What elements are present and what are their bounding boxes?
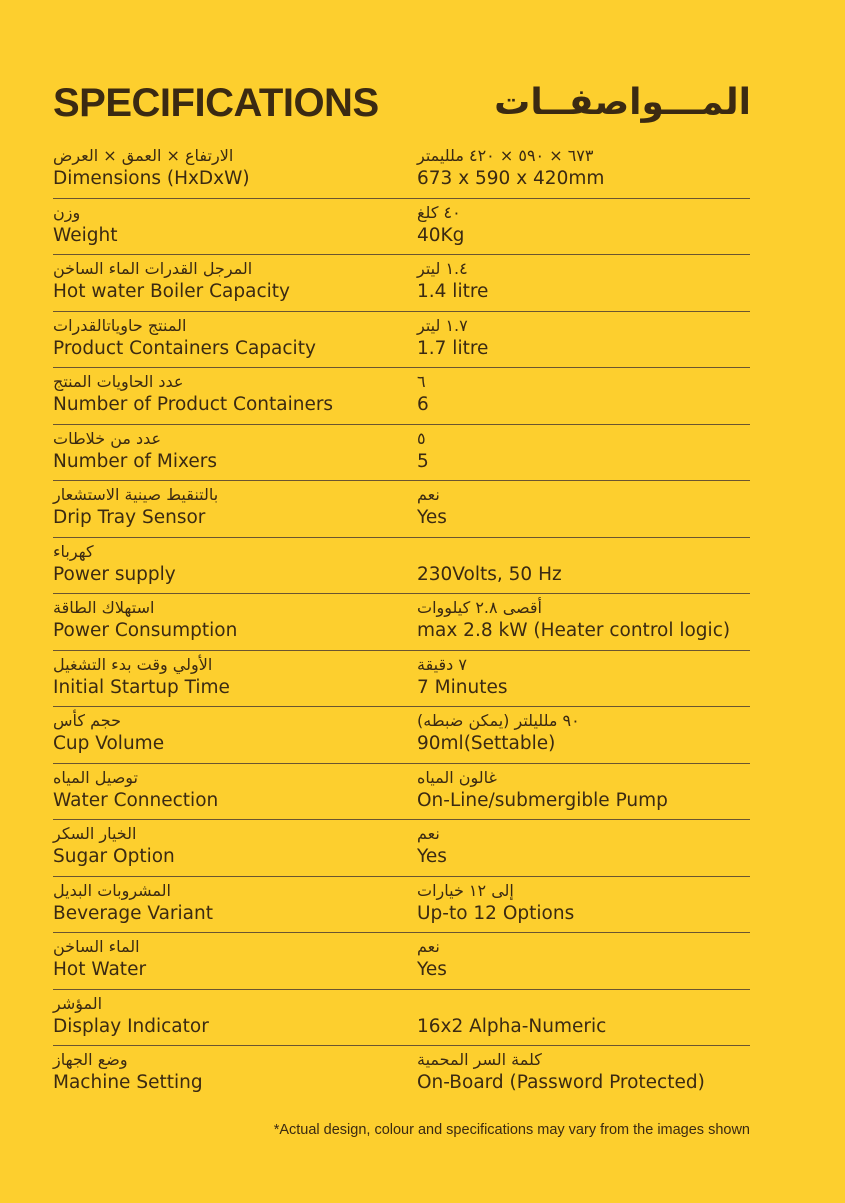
spec-value bbox=[417, 936, 750, 982]
specifications-table bbox=[53, 142, 750, 1102]
spec-value-arabic: ٩٠ ملليلتر (يمكن ضبطه) bbox=[417, 711, 580, 730]
spec-label-english: Machine Setting bbox=[53, 1072, 203, 1093]
spec-label bbox=[53, 202, 413, 248]
spec-label-english: Number of Mixers bbox=[53, 450, 218, 472]
spec-row bbox=[53, 933, 750, 990]
spec-value-english: 1.7 litre bbox=[417, 337, 489, 359]
page-title: SPECIFICATIONS bbox=[53, 81, 379, 125]
spec-label-arabic: المرجل القدرات الماء الساخن bbox=[53, 259, 253, 278]
spec-label-arabic: توصيل المياه bbox=[53, 767, 138, 787]
spec-label bbox=[53, 936, 413, 982]
spec-value-english: 7 Minutes bbox=[417, 676, 508, 698]
spec-value-arabic: أقصى ٢.٨ كيلووات bbox=[417, 598, 542, 617]
disclaimer-footnote: *Actual design, colour and specifications may vary from the images shown bbox=[273, 1122, 750, 1138]
spec-label-english: Hot water Boiler Capacity bbox=[53, 281, 290, 302]
spec-value bbox=[417, 880, 750, 926]
spec-value-arabic: ٤٠ كلغ bbox=[417, 202, 461, 222]
spec-value-arabic: ٦ bbox=[417, 372, 426, 391]
spec-value-english: max 2.8 kW (Heater control logic) bbox=[417, 620, 731, 641]
spec-label bbox=[53, 654, 413, 700]
spec-value-english: On-Board (Password Protected) bbox=[417, 1072, 705, 1093]
spec-label-arabic: كهرباء bbox=[53, 541, 94, 561]
spec-value-english: 1.4 litre bbox=[417, 281, 489, 302]
spec-label-english: Water Connection bbox=[53, 789, 219, 811]
spec-label bbox=[53, 145, 413, 191]
spec-label-english: Product Containers Capacity bbox=[53, 337, 316, 359]
spec-row bbox=[53, 142, 750, 199]
spec-value bbox=[417, 258, 750, 304]
spec-label-english: Sugar Option bbox=[53, 846, 175, 867]
spec-value bbox=[417, 1049, 750, 1095]
spec-label bbox=[53, 993, 413, 1039]
spec-label bbox=[53, 315, 413, 361]
spec-value-arabic: نعم bbox=[417, 485, 440, 504]
spec-label-arabic: استهلاك الطاقة bbox=[53, 598, 155, 617]
spec-label-english: Hot Water bbox=[53, 959, 147, 980]
spec-label bbox=[53, 880, 413, 926]
spec-value-english: 5 bbox=[417, 450, 429, 472]
spec-row bbox=[53, 764, 750, 821]
spec-value-english: Yes bbox=[417, 507, 447, 528]
spec-value-arabic: كلمة السر المحمية bbox=[417, 1050, 542, 1069]
spec-value bbox=[417, 371, 750, 417]
spec-value bbox=[417, 428, 750, 474]
spec-row bbox=[53, 990, 750, 1047]
spec-value-arabic: إلى ١٢ خيارات bbox=[417, 880, 514, 900]
spec-label-english: Power Consumption bbox=[53, 620, 238, 641]
spec-row bbox=[53, 368, 750, 425]
spec-label-english: Power supply bbox=[53, 563, 176, 585]
spec-label bbox=[53, 597, 413, 643]
spec-row bbox=[53, 1046, 750, 1102]
spec-label-arabic: عدد من خلاطات bbox=[53, 428, 162, 448]
spec-value-english: Yes bbox=[417, 846, 447, 867]
spec-value-arabic: ١.٧ ليتر bbox=[417, 315, 468, 335]
spec-value-english: 16x2 Alpha-Numeric bbox=[417, 1015, 607, 1037]
spec-row bbox=[53, 312, 750, 369]
spec-label bbox=[53, 428, 413, 474]
spec-label-arabic: المنتج حاوياتالقدرات bbox=[53, 315, 187, 335]
spec-value bbox=[417, 315, 750, 361]
spec-value bbox=[417, 993, 750, 1039]
spec-label-arabic: عدد الحاويات المنتج bbox=[53, 372, 184, 391]
spec-value bbox=[417, 767, 750, 813]
spec-value bbox=[417, 145, 750, 191]
spec-value-arabic: غالون المياه bbox=[417, 767, 497, 787]
spec-value bbox=[417, 541, 750, 587]
spec-label-arabic: وزن bbox=[53, 202, 81, 222]
page-title-arabic: المـــواصفــات bbox=[494, 82, 751, 123]
spec-label-arabic: المشروبات البديل bbox=[53, 880, 171, 900]
spec-label bbox=[53, 541, 413, 587]
spec-label bbox=[53, 823, 413, 869]
spec-label-english: Dimensions (HxDxW) bbox=[53, 168, 250, 189]
spec-label-english: Number of Product Containers bbox=[53, 394, 334, 415]
spec-row bbox=[53, 538, 750, 595]
spec-label-english: Drip Tray Sensor bbox=[53, 507, 206, 528]
spec-value-english: On-Line/submergible Pump bbox=[417, 789, 668, 811]
spec-value-english: 6 bbox=[417, 394, 429, 415]
spec-label-english: Weight bbox=[53, 224, 118, 246]
spec-label-arabic: الخيار السكر bbox=[53, 824, 137, 843]
spec-value-english: 90ml(Settable) bbox=[417, 733, 556, 754]
spec-label bbox=[53, 258, 413, 304]
spec-value-arabic: ١.٤ ليتر bbox=[417, 259, 468, 278]
spec-label-arabic: المؤشر bbox=[53, 993, 103, 1013]
spec-value bbox=[417, 710, 750, 756]
spec-label-arabic: الارتفاع × العمق × العرض bbox=[53, 146, 234, 165]
spec-label-arabic: وضع الجهاز bbox=[53, 1050, 128, 1069]
spec-value bbox=[417, 202, 750, 248]
spec-value-english: Up-to 12 Options bbox=[417, 902, 575, 924]
spec-value-english: 673 x 590 x 420mm bbox=[417, 168, 605, 189]
spec-label-arabic: حجم كأس bbox=[53, 711, 121, 730]
spec-row bbox=[53, 651, 750, 708]
spec-label-english: Display Indicator bbox=[53, 1015, 209, 1037]
spec-value-english: 40Kg bbox=[417, 224, 465, 246]
spec-label bbox=[53, 371, 413, 417]
spec-row bbox=[53, 425, 750, 482]
spec-value-english: 230Volts, 50 Hz bbox=[417, 563, 562, 585]
spec-row bbox=[53, 877, 750, 934]
spec-value-arabic: ٧ دقيقة bbox=[417, 654, 467, 674]
spec-value bbox=[417, 654, 750, 700]
spec-row bbox=[53, 820, 750, 877]
spec-label-english: Initial Startup Time bbox=[53, 676, 230, 698]
spec-label-arabic: الأولي وقت بدء التشغيل bbox=[53, 654, 213, 674]
spec-label bbox=[53, 767, 413, 813]
spec-label bbox=[53, 1049, 413, 1095]
spec-row bbox=[53, 255, 750, 312]
spec-value-arabic: ٥ bbox=[417, 428, 426, 448]
spec-value bbox=[417, 597, 750, 643]
spec-value-arabic: نعم bbox=[417, 824, 440, 843]
spec-value-english: Yes bbox=[417, 959, 447, 980]
spec-label bbox=[53, 710, 413, 756]
spec-row bbox=[53, 199, 750, 256]
spec-row bbox=[53, 594, 750, 651]
spec-value-arabic: ٦٧٣ × ٥٩٠ × ٤٢٠ ملليمتر bbox=[417, 146, 594, 165]
spec-label-arabic: الماء الساخن bbox=[53, 937, 140, 956]
spec-value bbox=[417, 823, 750, 869]
spec-row bbox=[53, 481, 750, 538]
spec-label-arabic: بالتنقيط صينية الاستشعار bbox=[53, 485, 219, 504]
spec-row bbox=[53, 707, 750, 764]
spec-label-english: Beverage Variant bbox=[53, 902, 213, 924]
spec-label-english: Cup Volume bbox=[53, 733, 165, 754]
spec-value-arabic: نعم bbox=[417, 937, 440, 956]
spec-value bbox=[417, 484, 750, 530]
header bbox=[53, 78, 751, 133]
spec-label bbox=[53, 484, 413, 530]
